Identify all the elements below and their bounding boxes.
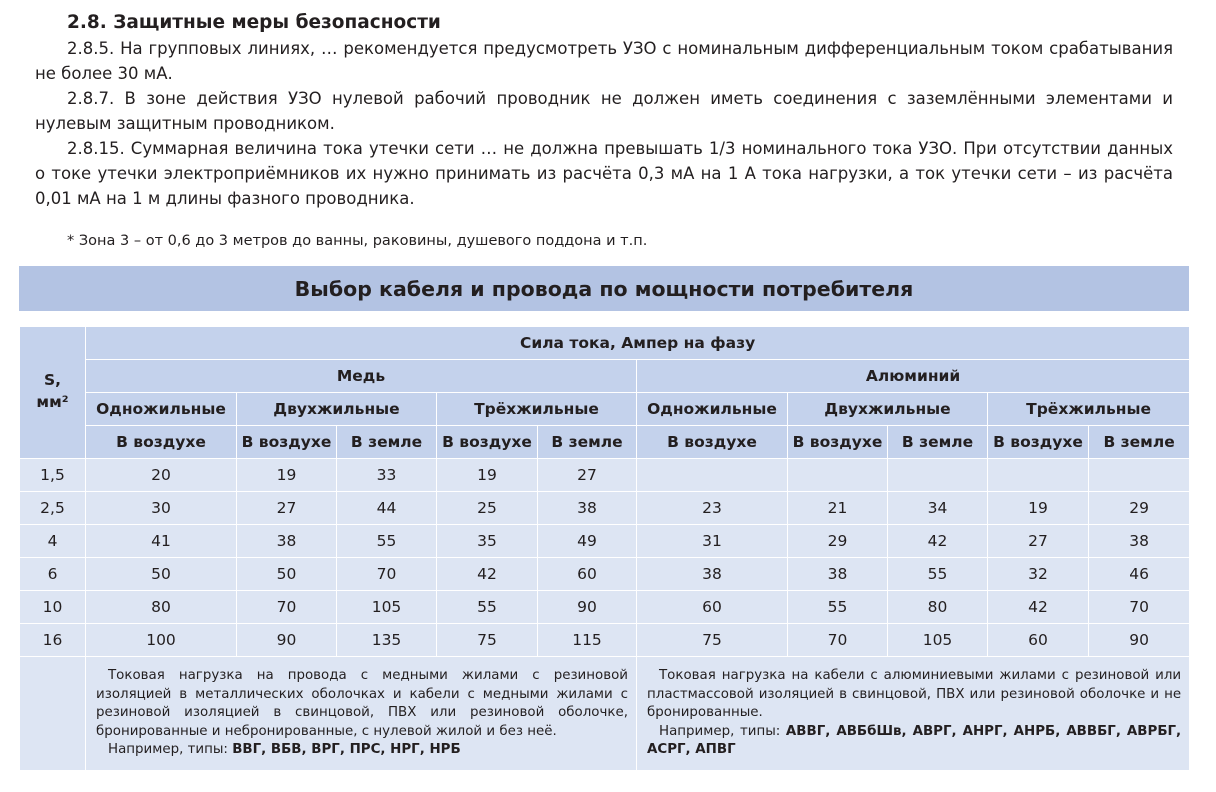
current-value-cell: 135 bbox=[337, 624, 437, 657]
current-value-cell: 29 bbox=[1089, 492, 1190, 525]
col-al-single-air: В воздухе bbox=[637, 426, 788, 459]
current-value-cell: 80 bbox=[86, 591, 237, 624]
copper-header: Медь bbox=[86, 360, 637, 393]
current-value-cell bbox=[637, 459, 788, 492]
aluminum-note-text: Токовая нагрузка на кабели с алюминиевыми жилами с резиновой или пластмассовой изоляцией в свинцовой, ПВХ или резиновой оболочке и не бронированные. bbox=[647, 668, 1182, 720]
current-value-cell: 60 bbox=[637, 591, 788, 624]
zone-footnote: * Зона 3 – от 0,6 до 3 метров до ванны, раковины, душевого поддона и т.п. bbox=[67, 233, 648, 249]
current-value-cell: 55 bbox=[888, 558, 988, 591]
current-value-cell: 49 bbox=[538, 525, 637, 558]
current-value-cell: 50 bbox=[237, 558, 337, 591]
col-al-two-air: В воздухе bbox=[788, 426, 888, 459]
aluminum-two-core-header: Двухжильные bbox=[788, 393, 988, 426]
copper-types-prefix: Например, типы: bbox=[108, 742, 228, 757]
cable-selection-table bbox=[19, 326, 1190, 771]
col-cu-two-air: В воздухе bbox=[237, 426, 337, 459]
table-body bbox=[20, 459, 1190, 657]
current-value-cell: 34 bbox=[888, 492, 988, 525]
paragraph-2-8-7: 2.8.7. В зоне действия УЗО нулевой рабочий проводник не должен иметь соединения с заземлёнными элементами и нулевым защитным проводником. bbox=[35, 89, 1173, 133]
current-value-cell: 75 bbox=[637, 624, 788, 657]
cross-section-header bbox=[20, 327, 86, 459]
copper-three-core-header: Трёхжильные bbox=[437, 393, 637, 426]
aluminum-three-core-header: Трёхжильные bbox=[988, 393, 1190, 426]
current-value-cell: 27 bbox=[988, 525, 1089, 558]
copper-single-core-header: Одножильные bbox=[86, 393, 237, 426]
current-value-cell: 105 bbox=[888, 624, 988, 657]
current-value-cell: 23 bbox=[637, 492, 788, 525]
current-value-cell: 70 bbox=[237, 591, 337, 624]
copper-note-cell bbox=[86, 657, 637, 771]
current-value-cell: 105 bbox=[337, 591, 437, 624]
col-al-three-ground: В земле bbox=[1089, 426, 1190, 459]
table-row bbox=[20, 558, 1190, 591]
current-value-cell: 90 bbox=[237, 624, 337, 657]
cross-section-cell: 4 bbox=[20, 525, 86, 558]
current-value-cell: 38 bbox=[1089, 525, 1190, 558]
current-value-cell: 70 bbox=[1089, 591, 1190, 624]
aluminum-single-core-header: Одножильные bbox=[637, 393, 788, 426]
col-al-three-air: В воздухе bbox=[988, 426, 1089, 459]
table-row bbox=[20, 492, 1190, 525]
table-banner-title: Выбор кабеля и провода по мощности потребителя bbox=[19, 266, 1189, 311]
current-value-cell: 29 bbox=[788, 525, 888, 558]
current-value-cell: 19 bbox=[437, 459, 538, 492]
current-value-cell: 32 bbox=[988, 558, 1089, 591]
aluminum-note-cell bbox=[637, 657, 1190, 771]
current-value-cell: 19 bbox=[237, 459, 337, 492]
current-value-cell: 38 bbox=[237, 525, 337, 558]
current-value-cell: 27 bbox=[538, 459, 637, 492]
current-value-cell bbox=[788, 459, 888, 492]
current-header: Сила тока, Ампер на фазу bbox=[86, 327, 1190, 360]
cross-section-unit: мм² bbox=[36, 393, 69, 411]
current-value-cell: 31 bbox=[637, 525, 788, 558]
current-value-cell bbox=[1089, 459, 1190, 492]
current-value-cell: 50 bbox=[86, 558, 237, 591]
section-title: 2.8. Защитные меры безопасности bbox=[67, 12, 441, 33]
col-cu-two-ground: В земле bbox=[337, 426, 437, 459]
current-value-cell: 70 bbox=[337, 558, 437, 591]
current-value-cell: 35 bbox=[437, 525, 538, 558]
current-value-cell: 70 bbox=[788, 624, 888, 657]
current-value-cell: 44 bbox=[337, 492, 437, 525]
current-value-cell bbox=[888, 459, 988, 492]
current-value-cell: 100 bbox=[86, 624, 237, 657]
current-value-cell: 30 bbox=[86, 492, 237, 525]
copper-types: ВВГ, ВБВ, ВРГ, ПРС, НРГ, НРБ bbox=[232, 742, 461, 757]
paragraph-2-8-15: 2.8.15. Суммарная величина тока утечки сети … не должна превышать 1/3 номинального тока УЗО. При отсутствии данных о токе утечки электроприёмников их нужно принимать из расчёта 0,3 мА на 1 А тока нагрузки, а ток утечки сети – из расчёта 0,01 мА на 1 м длины фазного проводника. bbox=[35, 139, 1173, 208]
aluminum-types-prefix: Например, типы: bbox=[659, 723, 781, 739]
current-value-cell: 42 bbox=[988, 591, 1089, 624]
current-value-cell: 33 bbox=[337, 459, 437, 492]
aluminum-header: Алюминий bbox=[637, 360, 1190, 393]
current-value-cell: 90 bbox=[538, 591, 637, 624]
col-al-two-ground: В земле bbox=[888, 426, 988, 459]
col-cu-three-ground: В земле bbox=[538, 426, 637, 459]
cross-section-cell: 10 bbox=[20, 591, 86, 624]
current-value-cell: 20 bbox=[86, 459, 237, 492]
current-value-cell: 115 bbox=[538, 624, 637, 657]
current-value-cell: 60 bbox=[538, 558, 637, 591]
current-value-cell: 55 bbox=[788, 591, 888, 624]
current-value-cell: 38 bbox=[637, 558, 788, 591]
current-value-cell: 27 bbox=[237, 492, 337, 525]
table-row bbox=[20, 624, 1190, 657]
current-value-cell: 25 bbox=[437, 492, 538, 525]
cross-section-cell: 1,5 bbox=[20, 459, 86, 492]
current-value-cell: 42 bbox=[888, 525, 988, 558]
current-value-cell: 55 bbox=[437, 591, 538, 624]
col-cu-single-air: В воздухе bbox=[86, 426, 237, 459]
copper-note-text: Токовая нагрузка на провода с медными жилами с резиновой изоляцией в металлических оболочках и кабели с медными жилами с резиновой изоляцией в свинцовой, ПВХ или резиновой оболочке, бронированные и небронированные, с нулевой жилой и без неё. bbox=[96, 668, 628, 739]
aluminum-types: АВВГ, АВБбШв, АВРГ, АНРГ, АНРБ, АВВБГ, АВРБГ, АСРГ, АПВГ bbox=[647, 723, 1182, 757]
table-row bbox=[20, 525, 1190, 558]
current-value-cell: 80 bbox=[888, 591, 988, 624]
table-row bbox=[20, 459, 1190, 492]
paragraph-2-8-5: 2.8.5. На групповых линиях, … рекомендуется предусмотреть УЗО с номинальным дифференциальным током срабатывания не более 30 мА. bbox=[35, 39, 1173, 83]
cross-section-label: S, bbox=[43, 371, 62, 389]
current-value-cell: 75 bbox=[437, 624, 538, 657]
current-value-cell bbox=[988, 459, 1089, 492]
cross-section-cell: 16 bbox=[20, 624, 86, 657]
current-value-cell: 21 bbox=[788, 492, 888, 525]
current-value-cell: 46 bbox=[1089, 558, 1190, 591]
safety-measures-section bbox=[35, 10, 1173, 211]
current-value-cell: 55 bbox=[337, 525, 437, 558]
cross-section-cell: 6 bbox=[20, 558, 86, 591]
current-value-cell: 90 bbox=[1089, 624, 1190, 657]
cross-section-cell: 2,5 bbox=[20, 492, 86, 525]
current-value-cell: 38 bbox=[788, 558, 888, 591]
current-value-cell: 19 bbox=[988, 492, 1089, 525]
col-cu-three-air: В воздухе bbox=[437, 426, 538, 459]
current-value-cell: 38 bbox=[538, 492, 637, 525]
notes-spacer bbox=[20, 657, 86, 771]
current-value-cell: 41 bbox=[86, 525, 237, 558]
current-value-cell: 60 bbox=[988, 624, 1089, 657]
table-row bbox=[20, 591, 1190, 624]
current-value-cell: 42 bbox=[437, 558, 538, 591]
copper-two-core-header: Двухжильные bbox=[237, 393, 437, 426]
